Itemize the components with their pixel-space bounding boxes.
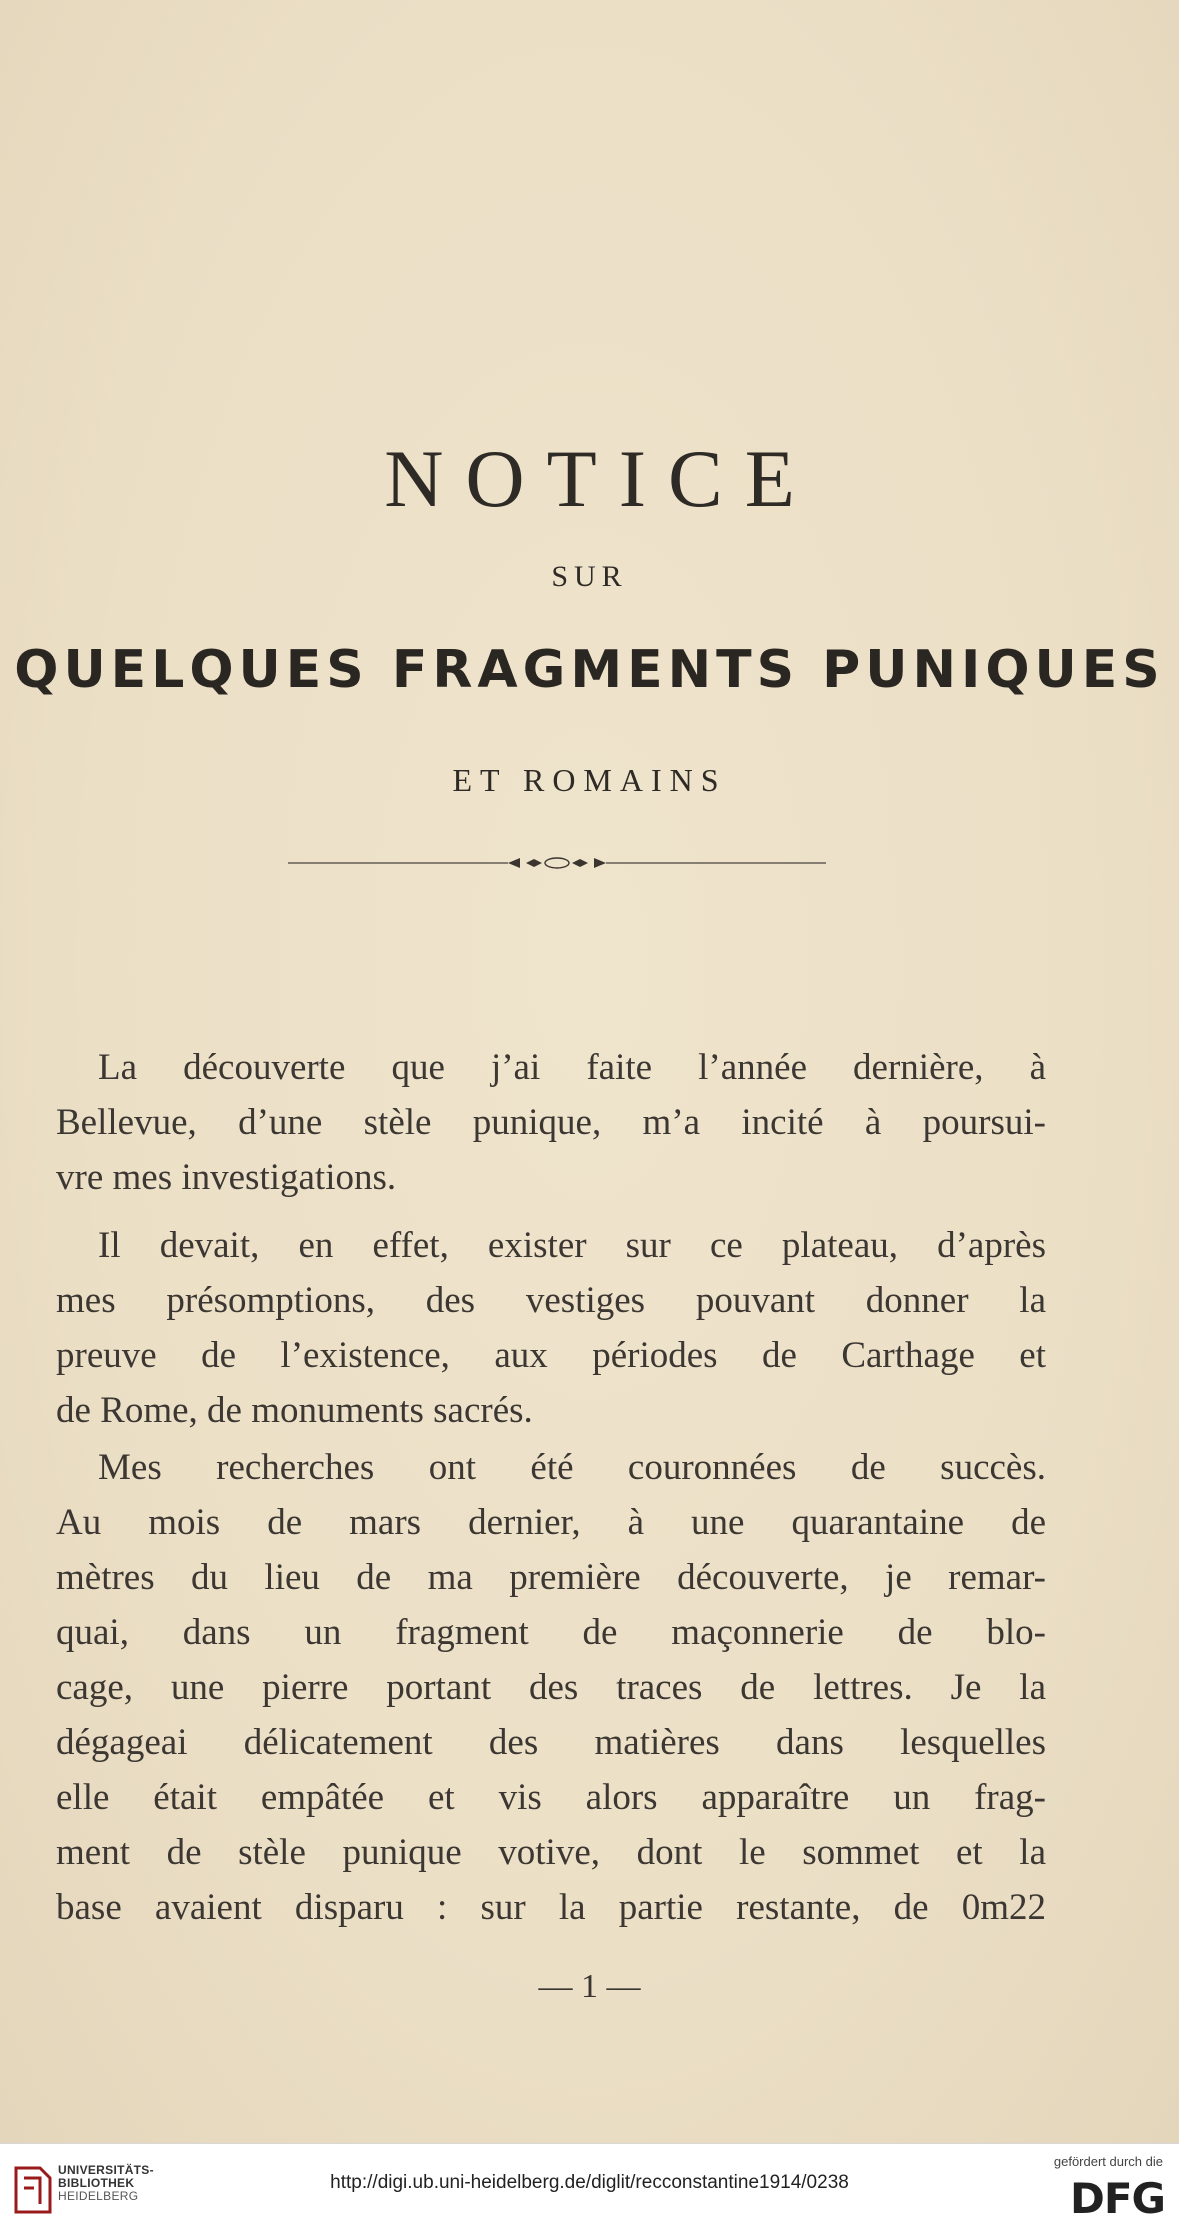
- dfg-logo[interactable]: DFG: [1069, 2174, 1165, 2223]
- text-line: La découverte que j’ai faite l’année dernière, à: [98, 1047, 1046, 1088]
- text-line: quai, dans un fragment de maçonnerie de blo-: [56, 1612, 1046, 1653]
- ornament-divider: [288, 852, 826, 874]
- library-line-3: HEIDELBERG: [58, 2189, 139, 2203]
- text-line: Bellevue, d’une stèle punique, m’a incité à poursui-: [56, 1102, 1046, 1143]
- title-fragments: QUELQUES FRAGMENTS PUNIQUES: [14, 640, 1165, 700]
- library-line-2: BIBLIOTHEK: [58, 2176, 135, 2190]
- text-line: de Rome, de monuments sacrés.: [56, 1390, 533, 1431]
- paragraph-2: [56, 1218, 1046, 1438]
- text-line: Mes recherches ont été couronnées de succès.: [98, 1447, 1046, 1488]
- text-line: mes présomptions, des vestiges pouvant donner la: [56, 1280, 1046, 1321]
- text-line: dégageai délicatement des matières dans lesquelles: [56, 1722, 1046, 1763]
- text-line: cage, une pierre portant des traces de lettres. Je la: [56, 1667, 1046, 1708]
- text-line: preuve de l’existence, aux périodes de Carthage et: [56, 1335, 1046, 1376]
- permalink-url[interactable]: http://digi.ub.uni-heidelberg.de/diglit/recconstantine1914/0238: [330, 2172, 849, 2193]
- text-line: ment de stèle punique votive, dont le sommet et la: [56, 1832, 1046, 1873]
- text-line: Au mois de mars dernier, à une quarantaine de: [56, 1502, 1046, 1543]
- text-line: vre mes investigations.: [56, 1157, 397, 1198]
- viewer-footer-bar: [0, 2143, 1179, 2229]
- title-sur: SUR: [551, 560, 628, 593]
- text-line: base avaient disparu : sur la partie restante, de 0m22: [56, 1887, 1046, 1928]
- funding-caption: gefördert durch die: [1053, 2154, 1163, 2169]
- paragraph-3: [56, 1440, 1046, 1935]
- text-line: mètres du lieu de ma première découverte, je remar-: [56, 1557, 1046, 1598]
- title-romains: ET ROMAINS: [452, 762, 727, 798]
- paragraph-1: [56, 1040, 1046, 1205]
- text-line: Il devait, en effet, exister sur ce plateau, d’après: [98, 1225, 1046, 1266]
- text-line: elle était empâtée et vis alors apparaître un frag-: [56, 1777, 1046, 1818]
- library-line-1: UNIVERSITÄTS-: [58, 2163, 154, 2177]
- title-notice: NOTICE: [384, 433, 817, 524]
- page-number: — 1 —: [538, 1968, 641, 2005]
